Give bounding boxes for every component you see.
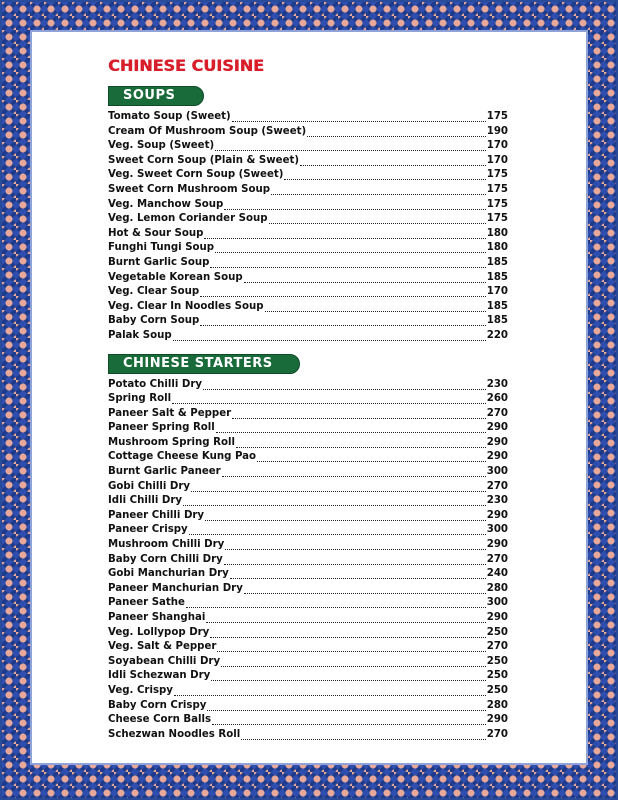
menu-item-price: 170 <box>486 286 508 298</box>
menu-item <box>108 407 508 422</box>
menu-item <box>108 256 508 271</box>
menu-item-price: 290 <box>486 612 508 623</box>
menu-item-name: Burnt Garlic Soup <box>108 256 210 268</box>
menu-item-price: 185 <box>486 271 508 283</box>
menu-item-name: Tomato Soup (Sweet) <box>108 111 231 122</box>
menu-item <box>108 285 508 300</box>
menu-item <box>108 392 508 407</box>
menu-item <box>108 450 508 465</box>
menu-item-price: 175 <box>486 169 508 181</box>
dot-leader <box>232 111 486 122</box>
dot-leader <box>241 729 486 740</box>
dot-leader <box>271 184 486 195</box>
menu-item-name: Paneer Spring Roll <box>108 422 215 434</box>
menu-item <box>108 728 508 743</box>
section-heading-soups: SOUPS <box>108 86 204 106</box>
menu-item-name: Paneer Chilli Dry <box>108 509 205 521</box>
menu-item-name: Palak Soup <box>108 329 172 341</box>
menu-item-price: 270 <box>486 480 508 492</box>
dot-leader <box>186 597 486 608</box>
menu-item-price: 170 <box>486 154 508 166</box>
dot-leader <box>221 656 486 667</box>
menu-item-price: 220 <box>486 329 508 341</box>
menu-item <box>108 538 508 553</box>
dot-leader <box>244 272 486 283</box>
menu-item-price: 185 <box>486 300 508 312</box>
dot-leader <box>189 524 486 535</box>
dot-leader <box>191 481 486 492</box>
dot-leader <box>230 568 486 579</box>
menu-item-name: Burnt Garlic Paneer <box>108 466 221 478</box>
menu-item <box>108 669 508 684</box>
dot-leader <box>174 685 486 696</box>
dot-leader <box>211 670 485 681</box>
menu-item-price: 230 <box>486 495 508 507</box>
menu-item-price: 180 <box>486 242 508 254</box>
menu-item-price: 175 <box>486 198 508 210</box>
menu-item <box>108 329 508 344</box>
menu-item-price: 270 <box>486 728 508 740</box>
menu-item-price: 175 <box>486 111 508 122</box>
menu-item-name: Veg. Sweet Corn Soup (Sweet) <box>108 169 284 181</box>
menu-item-price: 290 <box>486 714 508 726</box>
menu-content <box>108 56 508 742</box>
menu-item <box>108 125 508 140</box>
dot-leader <box>206 612 485 623</box>
menu-item-price: 290 <box>486 451 508 463</box>
menu-item <box>108 421 508 436</box>
menu-item <box>108 154 508 169</box>
page-title: CHINESE CUISINE <box>108 56 264 75</box>
menu-item-name: Idli Chilli Dry <box>108 495 182 507</box>
menu-item-name: Gobi Manchurian Dry <box>108 568 229 580</box>
menu-item-name: Soyabean Chilli Dry <box>108 655 221 667</box>
menu-item-name: Veg. Soup (Sweet) <box>108 140 215 152</box>
menu-item-name: Veg. Lollypop Dry <box>108 626 210 638</box>
menu-item-name: Cheese Corn Balls <box>108 714 212 726</box>
dot-leader <box>265 301 486 312</box>
menu-item-price: 300 <box>486 597 508 609</box>
dot-leader <box>307 126 486 137</box>
menu-item-price: 300 <box>486 524 508 536</box>
menu-item-price: 300 <box>486 466 508 478</box>
menu-item <box>108 567 508 582</box>
dot-leader <box>215 140 486 151</box>
menu-item-price: 290 <box>486 539 508 551</box>
dot-leader <box>200 286 486 297</box>
menu-item <box>108 168 508 183</box>
menu-item-name: Mushroom Chilli Dry <box>108 539 225 551</box>
menu-item <box>108 300 508 315</box>
menu-item-price: 260 <box>486 393 508 405</box>
menu-item <box>108 509 508 524</box>
menu-item-name: Idli Schezwan Dry <box>108 670 211 682</box>
dot-leader <box>203 379 486 390</box>
menu-item-name: Gobi Chilli Dry <box>108 480 191 492</box>
menu-item-price: 185 <box>486 256 508 268</box>
menu-item-name: Baby Corn Soup <box>108 315 200 327</box>
menu-item-name: Cream Of Mushroom Soup (Sweet) <box>108 125 307 137</box>
menu-item-price: 250 <box>486 655 508 667</box>
menu-item <box>108 436 508 451</box>
dot-leader <box>224 554 486 565</box>
menu-item <box>108 139 508 154</box>
menu-item-name: Sweet Corn Mushroom Soup <box>108 183 271 195</box>
menu-item-name: Paneer Salt & Pepper <box>108 407 232 419</box>
menu-item <box>108 314 508 329</box>
menu-item <box>108 699 508 714</box>
menu-item-price: 280 <box>486 582 508 594</box>
menu-item-name: Veg. Salt & Pepper <box>108 641 217 653</box>
menu-item <box>108 227 508 242</box>
dot-leader <box>257 451 486 462</box>
dot-leader <box>212 714 486 725</box>
menu-item-price: 270 <box>486 553 508 565</box>
dot-leader <box>210 257 485 268</box>
menu-item-name: Veg. Manchow Soup <box>108 198 224 210</box>
dot-leader <box>222 466 486 477</box>
menu-item-name: Sweet Corn Soup (Plain & Sweet) <box>108 154 300 166</box>
menu-item-price: 170 <box>486 140 508 152</box>
dot-leader <box>207 700 485 711</box>
section-heading-chinese-starters: CHINESE STARTERS <box>108 354 300 374</box>
menu-item <box>108 684 508 699</box>
menu-item <box>108 611 508 626</box>
menu-item-name: Veg. Crispy <box>108 684 173 696</box>
menu-item-price: 280 <box>486 699 508 711</box>
menu-item-name: Funghi Tungi Soup <box>108 242 215 254</box>
menu-item-price: 250 <box>486 626 508 638</box>
menu-item-price: 185 <box>486 315 508 327</box>
dot-leader <box>217 641 485 652</box>
dot-leader <box>210 627 485 638</box>
menu-item <box>108 494 508 509</box>
menu-item-price: 290 <box>486 509 508 521</box>
menu-item <box>108 655 508 670</box>
menu-item <box>108 713 508 728</box>
menu-item-name: Spring Roll <box>108 393 172 405</box>
dot-leader <box>284 169 485 180</box>
menu-item <box>108 110 508 125</box>
menu-item-price: 175 <box>486 183 508 195</box>
menu-item <box>108 523 508 538</box>
chinese-starters-list <box>108 378 508 743</box>
menu-item-name: Potato Chilli Dry <box>108 378 202 390</box>
menu-item-name: Veg. Clear In Noodles Soup <box>108 300 264 312</box>
menu-item-name: Schezwan Noodles Roll <box>108 728 241 740</box>
dot-leader <box>216 422 486 433</box>
menu-item-name: Paneer Manchurian Dry <box>108 582 243 594</box>
menu-item <box>108 271 508 286</box>
menu-item <box>108 640 508 655</box>
menu-item-price: 290 <box>486 436 508 448</box>
menu-item-price: 180 <box>486 227 508 239</box>
menu-item-name: Hot & Sour Soup <box>108 227 204 239</box>
menu-item <box>108 553 508 568</box>
soups-list <box>108 110 508 344</box>
menu-item-price: 250 <box>486 684 508 696</box>
dot-leader <box>200 315 485 326</box>
menu-item-name: Veg. Clear Soup <box>108 286 200 298</box>
menu-item-name: Mushroom Spring Roll <box>108 436 235 448</box>
dot-leader <box>236 437 486 448</box>
dot-leader <box>224 199 485 210</box>
dot-leader <box>215 242 486 253</box>
menu-item <box>108 596 508 611</box>
dot-leader <box>205 510 486 521</box>
menu-item-name: Paneer Sathe <box>108 597 185 609</box>
dot-leader <box>172 393 486 404</box>
menu-item-price: 175 <box>486 213 508 225</box>
menu-item-price: 190 <box>486 125 508 137</box>
menu-item-price: 250 <box>486 670 508 682</box>
menu-item-name: Paneer Shanghai <box>108 612 206 623</box>
menu-item-price: 230 <box>486 378 508 390</box>
dot-leader <box>173 330 486 341</box>
menu-item-name: Veg. Lemon Coriander Soup <box>108 213 268 225</box>
dot-leader <box>232 408 486 419</box>
dot-leader <box>244 583 486 594</box>
menu-item <box>108 582 508 597</box>
menu-item-price: 270 <box>486 641 508 653</box>
menu-item <box>108 241 508 256</box>
menu-item <box>108 626 508 641</box>
menu-item <box>108 378 508 393</box>
menu-item <box>108 183 508 198</box>
dot-leader <box>225 539 485 550</box>
menu-item-name: Vegetable Korean Soup <box>108 271 243 283</box>
menu-item-name: Baby Corn Chilli Dry <box>108 553 223 565</box>
menu-item <box>108 465 508 480</box>
dot-leader <box>300 155 486 166</box>
menu-item-name: Paneer Crispy <box>108 524 188 536</box>
menu-item <box>108 198 508 213</box>
menu-item-name: Cottage Cheese Kung Pao <box>108 451 257 463</box>
menu-item-price: 290 <box>486 422 508 434</box>
menu-item-price: 240 <box>486 568 508 580</box>
dot-leader <box>204 228 485 239</box>
menu-item <box>108 480 508 495</box>
menu-item-price: 270 <box>486 407 508 419</box>
menu-item-name: Baby Corn Crispy <box>108 699 207 711</box>
dot-leader <box>269 213 486 224</box>
menu-item <box>108 212 508 227</box>
dot-leader <box>183 495 486 506</box>
